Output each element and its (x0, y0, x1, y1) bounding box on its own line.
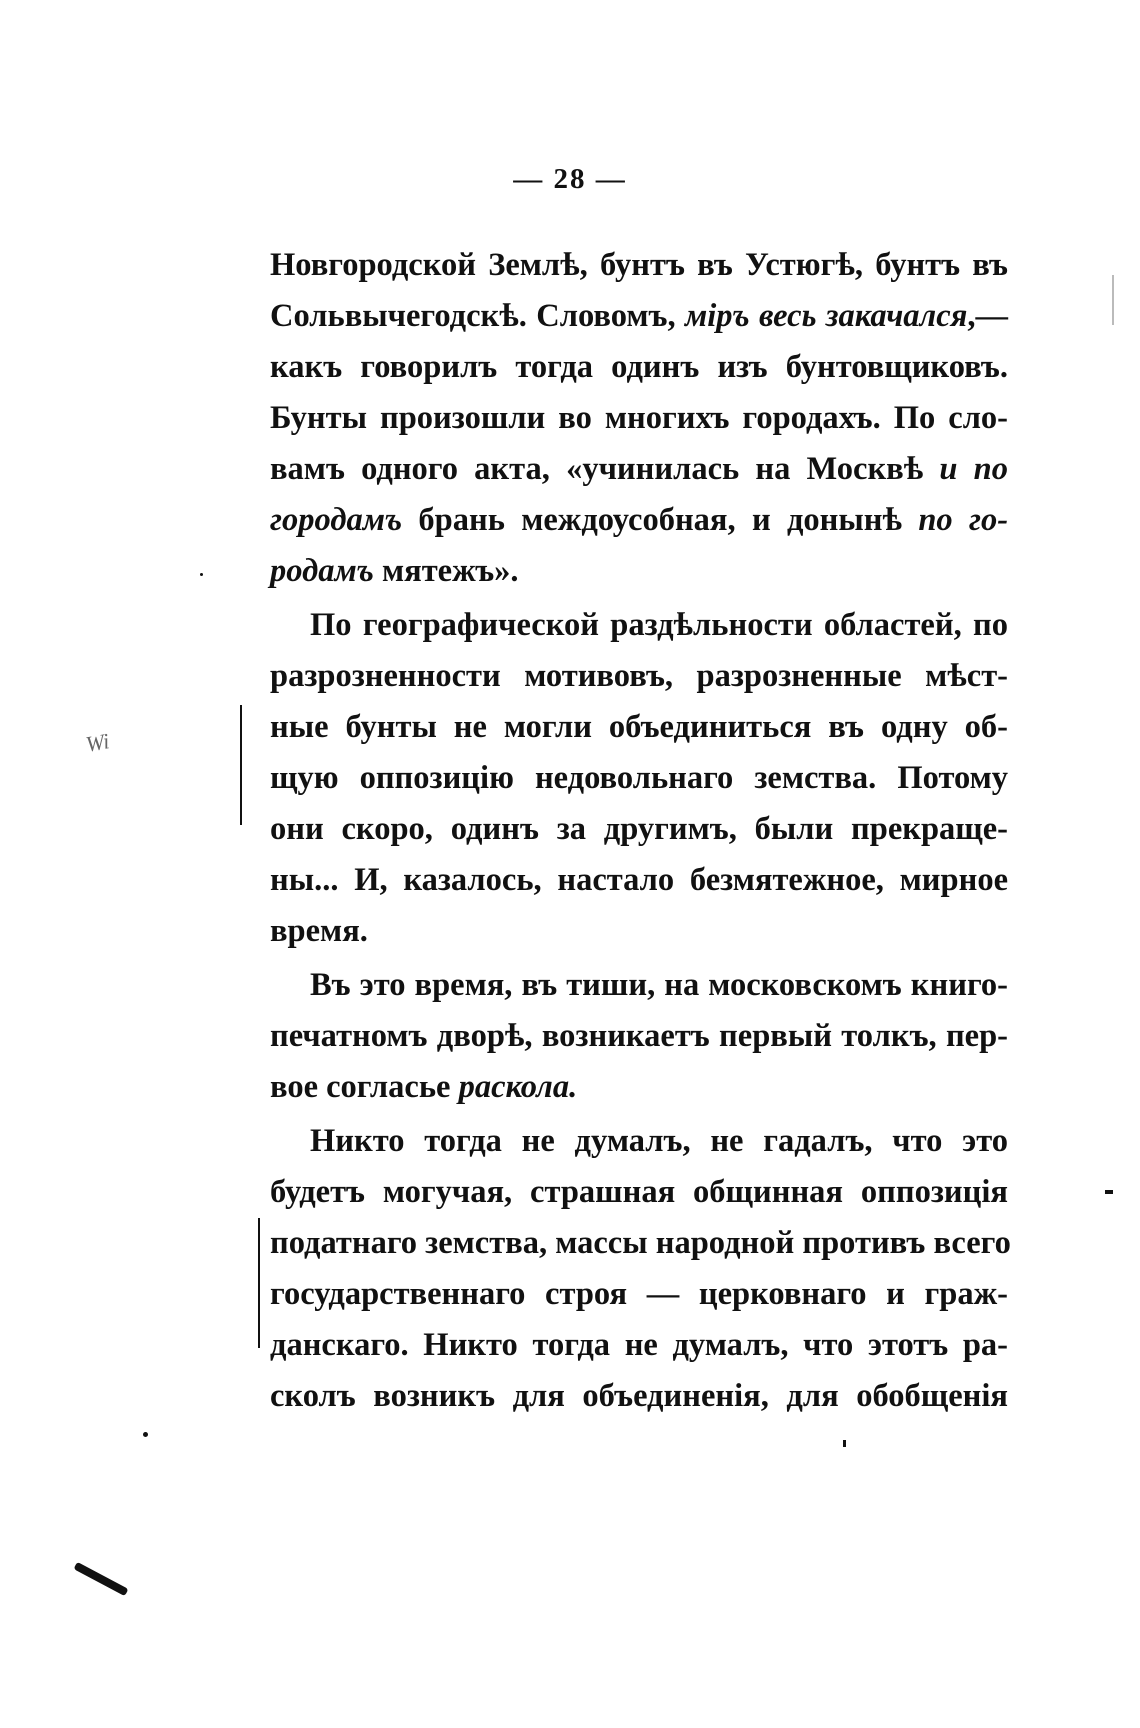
text-line: Въ это время, въ тиши, на московскомъ книго- (310, 967, 1008, 1003)
text-line: вамъ одного акта, «учинилась на Москвѣ и по (270, 451, 1009, 487)
text-line: ные бунты не могли объединиться въ одну об- (270, 709, 1008, 745)
ink-dot (843, 1440, 846, 1447)
text-line: Новгородской Землѣ, бунтъ въ Устюгѣ, бунтъ въ (270, 247, 1008, 283)
text-line: время. (270, 913, 368, 949)
text-line: данскаго. Никто тогда не думалъ, что этотъ ра- (270, 1327, 1008, 1363)
text-line: печатномъ дворѣ, возникаетъ первый толкъ, пер- (270, 1018, 1008, 1054)
text-line: разрозненности мотивовъ, разрозненные мѣст- (270, 658, 1008, 694)
text-line: Никто тогда не думалъ, не гадалъ, что это (310, 1123, 1008, 1159)
ink-dot (200, 573, 203, 576)
margin-pencil-line (1112, 275, 1114, 325)
page-text (270, 240, 1011, 1422)
text-line: будетъ могучая, страшная общинная оппозиція (270, 1174, 1008, 1210)
text-line: ны... И, казалось, настало безмятежное, мирное (270, 862, 1008, 898)
text-line: городамъ брань междоусобная, и донынѣ по го- (270, 502, 1009, 538)
ink-mark (1105, 1190, 1113, 1194)
ink-dot (143, 1432, 148, 1437)
text-line: щую оппозицію недовольнаго земства. Потому (270, 760, 1008, 796)
margin-pencil-line (240, 705, 242, 825)
margin-pencil-line (258, 1218, 260, 1348)
text-line: какъ говорилъ тогда одинъ изъ бунтовщиковъ. (270, 349, 1008, 385)
text-line: сколъ возникъ для объединенія, для обобщенія (270, 1378, 1008, 1414)
text-line: По географической раздѣльности областей, по (310, 607, 1008, 643)
text-line: податнаго земства, массы народной противъ всего (270, 1225, 1011, 1261)
text-line: Бунты произошли во многихъ городахъ. По сло- (270, 400, 1008, 436)
margin-scribble: Wi (83, 728, 112, 757)
text-line: государственнаго строя — церковнаго и граж- (270, 1276, 1008, 1312)
text-line: они скоро, одинъ за другимъ, были прекраще- (270, 811, 1008, 847)
text-line: Сольвычегодскѣ. Словомъ, міръ весь закачался,— (270, 298, 1008, 334)
text-line: вое согласье раскола. (270, 1069, 578, 1105)
page-number: — 28 — (513, 163, 627, 195)
pen-stroke (74, 1562, 129, 1596)
text-line: родамъ мятежъ». (270, 553, 519, 589)
